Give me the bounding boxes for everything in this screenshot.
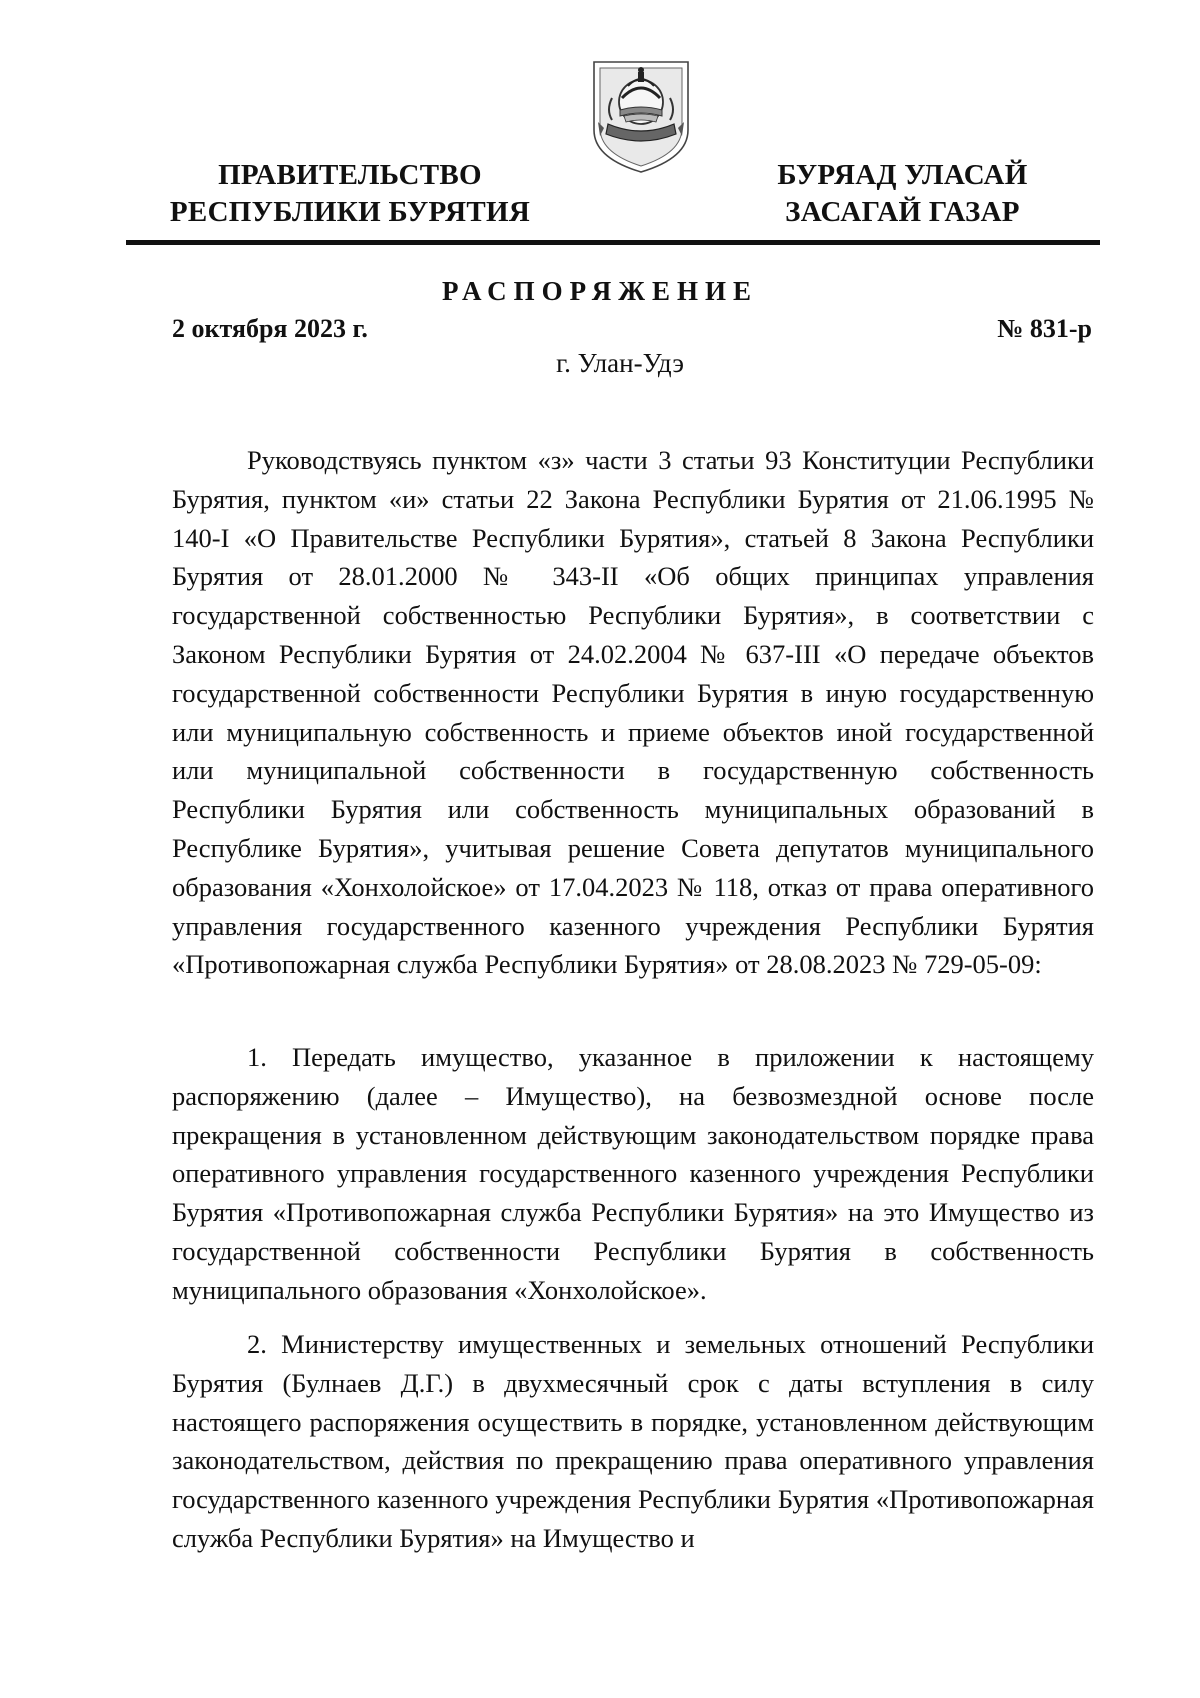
document-title: РАСПОРЯЖЕНИЕ <box>441 276 759 306</box>
document-date: 2 октября 2023 г. <box>172 314 368 343</box>
org-right-line1: БУРЯАД УЛАСАЙ <box>777 159 1028 191</box>
organization-name-buryat <box>745 157 1060 231</box>
item-2-paragraph: 2. Министерству имущественных и земельных отношений Республики Бурятия (Булнаев Д.Г.) в двухмесячный срок с даты вступления в силу настоящего распоряжения осуществить в порядке, установленном действующим законодательством, действия по прекращению права оперативного управления государственного казенного учреждения Республики Бурятия «Противопожарная служба Республики Бурятия» на Имущество и <box>172 1329 1094 1553</box>
preamble-paragraph: Руководствуясь пунктом «з» части 3 статьи 93 Конституции Республики Бурятия, пунктом «и» статьи 22 Закона Республики Бурятия от 21.06.1995 № 140-I «О Правительстве Республики Бурятия», статьей 8 Закона Республики Бурятия от 28.01.2000 № 343-II «Об общих принципах управления государственной собственностью Республики Бурятия», в соответствии с Законом Республики Бурятия от 24.02.2004 № 637-III «О передаче объектов государственной собственности Республики Бурятия в иную государственную или муниципальную собственность и приеме объектов иной государственной или муниципальной собственности в государственную собственность Республики Бурятия или собственность муниципальных образований в Республике Бурятия», учитывая решение Совета депутатов муниципального образования «Хонхолойское» от 17.04.2023 № 118, отказ от права оперативного управления государственного казенного учреждения Республики Бурятия «Противопожарная служба Республики Бурятия» от 28.08.2023 № 729-05-09: <box>172 445 1094 980</box>
document-city: г. Улан-Удэ <box>556 348 684 378</box>
coat-of-arms-icon <box>590 58 692 176</box>
document-number: № 831-р <box>997 314 1092 343</box>
header-divider <box>126 240 1100 245</box>
org-left-line1: ПРАВИТЕЛЬСТВО <box>218 159 482 191</box>
org-right-line2: ЗАСАГАЙ ГАЗАР <box>785 196 1020 228</box>
org-left-line2: РЕСПУБЛИКИ БУРЯТИЯ <box>169 196 531 228</box>
organization-name-russian <box>165 157 535 231</box>
item-1-paragraph: 1. Передать имущество, указанное в приложении к настоящему распоряжению (далее – Имущество), на безвозмездной основе после прекращения в установленном действующим законодательством порядке права оперативного управления государственного казенного учреждения Республики Бурятия «Противопожарная служба Республики Бурятия» на это Имущество из государственной собственности Республики Бурятия в собственность муниципального образования «Хонхолойское». <box>172 1042 1094 1305</box>
